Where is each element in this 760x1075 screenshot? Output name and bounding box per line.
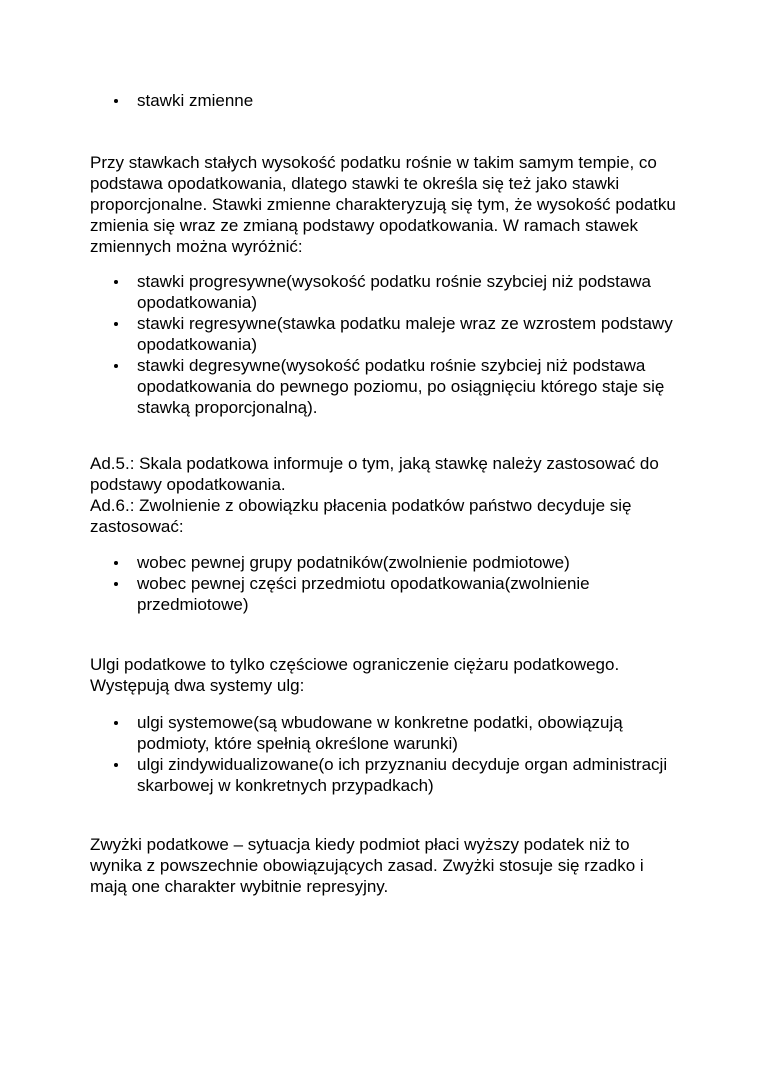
top-list-block	[90, 90, 680, 111]
paragraph-rates: Przy stawkach stałych wysokość podatku rośnie w takim samym tempie, co podstawa opodatkowania, dlatego stawki te określa się też jako stawki proporcjonalne. Stawki zmienne charakteryzują się tym, że wysokość podatku zmienia się wraz ze zmianą podstawy opodatkowania. W ramach stawek zmiennych można wyróżnić:	[90, 153, 676, 256]
list-item: ulgi zindywidualizowane(o ich przyznaniu decyduje organ administracji skarbowej w konkretnych przypadkach)	[90, 754, 680, 796]
list-item: stawki progresywne(wysokość podatku rośnie szybciej niż podstawa opodatkowania)	[90, 271, 680, 313]
list-item: ulgi systemowe(są wbudowane w konkretne podatki, obowiązują podmioty, które spełnią określone warunki)	[90, 712, 680, 754]
ad-section-block	[90, 453, 680, 537]
bullet-list-reliefs	[90, 712, 680, 796]
paragraph-reliefs: Ulgi podatkowe to tylko częściowe ograniczenie ciężaru podatkowego. Występują dwa systemy ulg:	[90, 655, 620, 695]
paragraph-ad6: Ad.6.: Zwolnienie z obowiązku płacenia podatków państwo decyduje się zastosować:	[90, 496, 632, 536]
bullet-list-variable-rates	[90, 271, 680, 418]
variable-rates-block	[90, 271, 680, 418]
exemptions-block	[90, 552, 680, 615]
list-item: wobec pewnej części przedmiotu opodatkowania(zwolnienie przedmiotowe)	[90, 573, 680, 615]
paragraph-ad5: Ad.5.: Skala podatkowa informuje o tym, jaką stawkę należy zastosować do podstawy opodatkowania.	[90, 454, 659, 494]
list-item: stawki regresywne(stawka podatku maleje wraz ze wzrostem podstawy opodatkowania)	[90, 313, 680, 355]
reliefs-list-block	[90, 712, 680, 796]
list-item: stawki degresywne(wysokość podatku rośnie szybciej niż podstawa opodatkowania do pewnego poziomu, po osiągnięciu którego staje się stawką proporcjonalną).	[90, 355, 680, 418]
bullet-list-top	[90, 90, 680, 111]
bullet-list-exemptions	[90, 552, 680, 615]
list-item: wobec pewnej grupy podatników(zwolnienie podmiotowe)	[90, 552, 680, 573]
rates-paragraph-block	[90, 152, 680, 257]
paragraph-surcharges: Zwyżki podatkowe – sytuacja kiedy podmiot płaci wyższy podatek niż to wynika z powszechnie obowiązujących zasad. Zwyżki stosuje się rzadko i mają one charakter wybitnie represyjny.	[90, 835, 644, 896]
reliefs-paragraph-block	[90, 654, 680, 696]
surcharges-paragraph-block	[90, 834, 680, 897]
list-item: stawki zmienne	[90, 90, 680, 111]
